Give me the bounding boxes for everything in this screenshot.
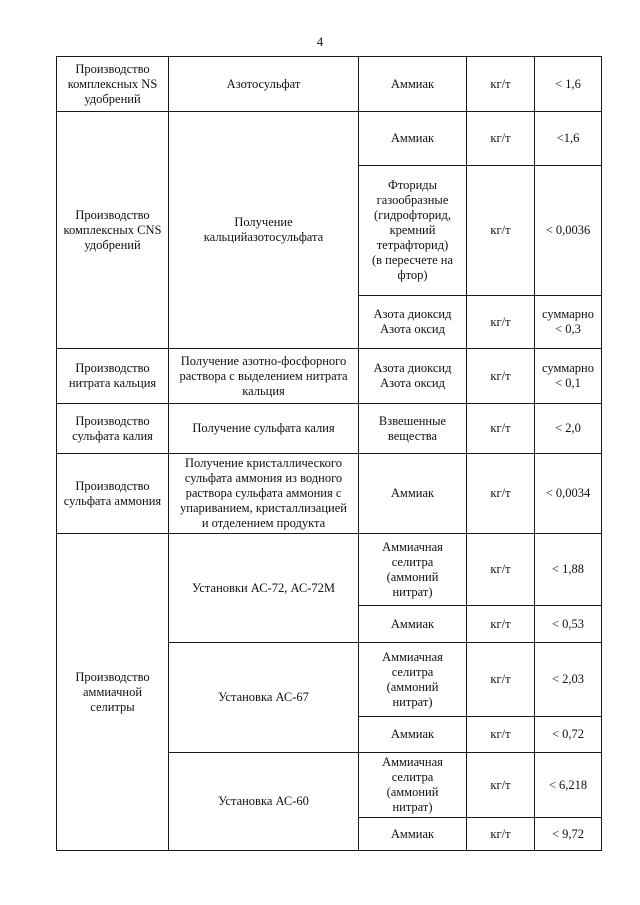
substance-cell: Азота диоксид Азота оксид <box>359 296 467 349</box>
substance-cell: Аммиачная селитра (аммоний нитрат) <box>359 643 467 717</box>
unit-cell: кг/т <box>467 404 535 454</box>
process-cell: Получение кристаллического сульфата аммония из водного раствора сульфата аммония с упариванием, кристаллизацией и отделением продукта <box>169 454 359 534</box>
page-number: 4 <box>316 34 324 49</box>
production-cell: Производство сульфата калия <box>57 404 169 454</box>
substance-cell: Аммиак <box>359 112 467 166</box>
emissions-table <box>56 56 602 851</box>
value-cell: < 1,88 <box>535 534 602 606</box>
value-cell: суммарно < 0,3 <box>535 296 602 349</box>
process-cell: Получение кальцийазотосульфата <box>169 112 359 349</box>
substance-cell: Взвешенные вещества <box>359 404 467 454</box>
table-row <box>57 57 602 112</box>
value-cell: < 0,72 <box>535 717 602 753</box>
value-cell: < 9,72 <box>535 818 602 851</box>
substance-cell: Аммиачная селитра (аммоний нитрат) <box>359 753 467 818</box>
unit-cell: кг/т <box>467 534 535 606</box>
production-cell: Производство комплексных CNS удобрений <box>57 112 169 349</box>
substance-cell: Аммиак <box>359 454 467 534</box>
value-cell: < 2,0 <box>535 404 602 454</box>
value-cell: < 0,0034 <box>535 454 602 534</box>
value-cell: <1,6 <box>535 112 602 166</box>
value-cell: < 6,218 <box>535 753 602 818</box>
process-cell: Получение азотно-фосфорного раствора с выделением нитрата кальция <box>169 349 359 404</box>
unit-cell: кг/т <box>467 717 535 753</box>
production-cell: Производство комплексных NS удобрений <box>57 57 169 112</box>
unit-cell: кг/т <box>467 818 535 851</box>
substance-cell: Аммиак <box>359 57 467 112</box>
process-cell: Установка АС-60 <box>169 753 359 851</box>
unit-cell: кг/т <box>467 166 535 296</box>
substance-cell: Аммиак <box>359 606 467 643</box>
table-row <box>57 349 602 404</box>
unit-cell: кг/т <box>467 606 535 643</box>
value-cell: < 1,6 <box>535 57 602 112</box>
unit-cell: кг/т <box>467 112 535 166</box>
value-cell: < 0,0036 <box>535 166 602 296</box>
substance-cell: Азота диоксид Азота оксид <box>359 349 467 404</box>
unit-cell: кг/т <box>467 296 535 349</box>
process-cell: Получение сульфата калия <box>169 404 359 454</box>
substance-cell: Фториды газообразные (гидрофторид, кремний тетрафторид) (в пересчете на фтор) <box>359 166 467 296</box>
value-cell: < 0,53 <box>535 606 602 643</box>
unit-cell: кг/т <box>467 454 535 534</box>
process-cell: Установка АС-67 <box>169 643 359 753</box>
production-cell: Производство нитрата кальция <box>57 349 169 404</box>
substance-cell: Аммиачная селитра (аммоний нитрат) <box>359 534 467 606</box>
substance-cell: Аммиак <box>359 717 467 753</box>
process-cell: Азотосульфат <box>169 57 359 112</box>
substance-cell: Аммиак <box>359 818 467 851</box>
unit-cell: кг/т <box>467 643 535 717</box>
value-cell: суммарно < 0,1 <box>535 349 602 404</box>
process-cell: Установки АС-72, АС-72М <box>169 534 359 643</box>
table-row <box>57 404 602 454</box>
unit-cell: кг/т <box>467 57 535 112</box>
table-row <box>57 534 602 606</box>
table-row <box>57 112 602 166</box>
unit-cell: кг/т <box>467 349 535 404</box>
value-cell: < 2,03 <box>535 643 602 717</box>
production-cell: Производство аммиачной селитры <box>57 534 169 851</box>
unit-cell: кг/т <box>467 753 535 818</box>
production-cell: Производство сульфата аммония <box>57 454 169 534</box>
table-row <box>57 454 602 534</box>
